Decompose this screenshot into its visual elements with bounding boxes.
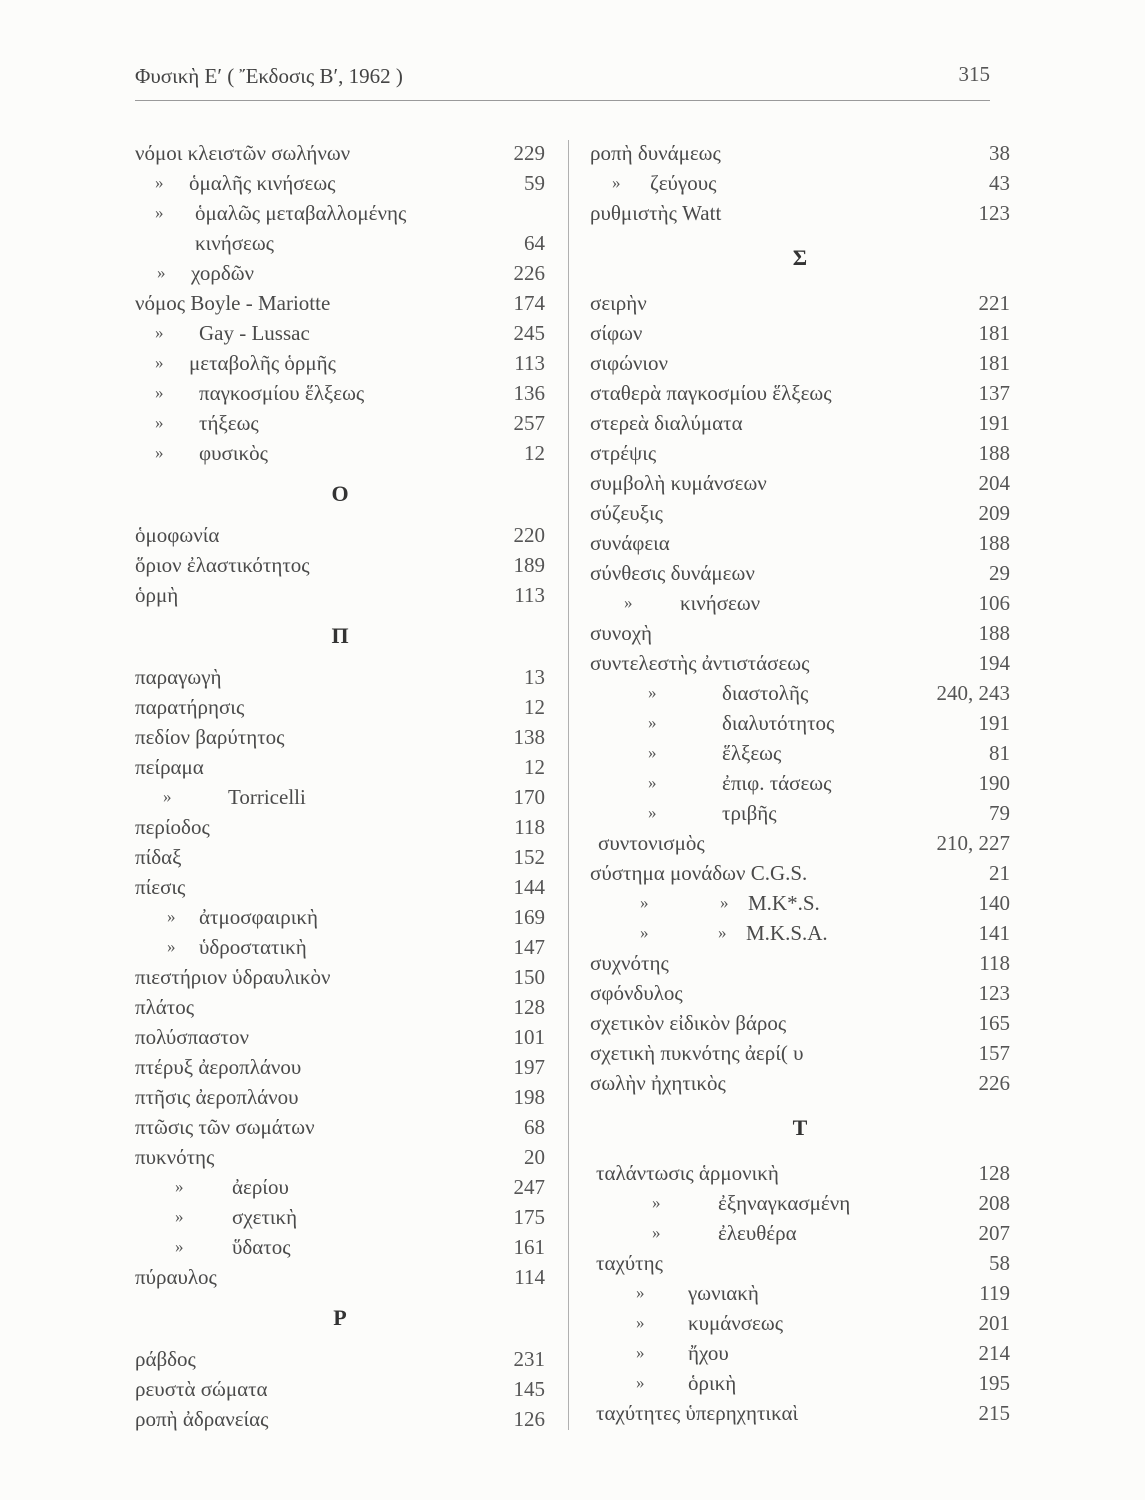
entry-term: ὅριον ἐλαστικότητος: [135, 553, 310, 577]
index-entry: [135, 378, 545, 408]
index-entry: [590, 768, 1010, 798]
entry-term: ὑδροστατικὴ: [199, 935, 307, 959]
entry-page: 174: [513, 291, 545, 315]
entry-page: 161: [513, 1235, 545, 1259]
entry-term: M.K.S.A.: [746, 921, 828, 945]
entry-page: 170: [513, 785, 545, 809]
entry-page: 195: [978, 1371, 1010, 1395]
entry-term: στερεὰ διαλύματα: [590, 411, 743, 435]
index-entry: [590, 738, 1010, 768]
entry-page: 12: [524, 441, 545, 465]
ditto-mark: »: [155, 413, 164, 432]
entry-page: 123: [978, 981, 1010, 1005]
entry-term: νόμος Boyle - Mariotte: [135, 291, 331, 315]
ditto-mark: »: [636, 1373, 645, 1392]
entry-page: 257: [513, 411, 545, 435]
entry-term: ζεύγους: [650, 171, 717, 195]
index-entry: [590, 438, 1010, 468]
entry-term: συχνότης: [590, 951, 669, 975]
entry-page: 247: [513, 1175, 545, 1199]
index-entry: [135, 520, 545, 550]
entry-page: 20: [524, 1145, 545, 1169]
index-entry: [135, 1142, 545, 1172]
section-letter-heading: Ρ: [333, 1305, 347, 1330]
index-entry: [135, 752, 545, 782]
entry-term: τήξεως: [199, 411, 259, 435]
entry-page: 194: [978, 651, 1010, 675]
index-entry: [590, 1248, 1010, 1278]
entry-term: σειρὴν: [590, 291, 647, 315]
index-entry: [590, 1338, 1010, 1368]
index-entry: [135, 722, 545, 752]
entry-page: 118: [979, 951, 1010, 975]
entry-term: ταλάντωσις ἁρμονικὴ: [596, 1161, 779, 1185]
ditto-mark: »: [155, 203, 164, 222]
entry-page: 68: [524, 1115, 545, 1139]
ditto-mark: »: [612, 173, 621, 192]
index-entry: [590, 918, 1010, 948]
index-entry: [590, 948, 1010, 978]
entry-page: 141: [978, 921, 1010, 945]
entry-page: 221: [978, 291, 1010, 315]
entry-page: 169: [513, 905, 545, 929]
entry-term: πιεστήριον ὑδραυλικὸν: [135, 965, 331, 989]
entry-term: πίδαξ: [135, 845, 182, 869]
entry-term: πλάτος: [135, 995, 195, 1019]
entry-page: 204: [978, 471, 1010, 495]
index-entry: [135, 198, 545, 228]
ditto-mark: »: [167, 937, 176, 956]
entry-term: χορδῶν: [191, 261, 255, 285]
entry-term: ράβδος: [135, 1347, 196, 1371]
ditto-mark: »: [652, 1193, 661, 1212]
index-entry: [135, 1344, 545, 1374]
entry-page: 229: [513, 141, 545, 165]
ditto-mark: »: [155, 323, 164, 342]
entry-term: συμβολὴ κυμάνσεων: [590, 471, 767, 495]
ditto-mark: »: [175, 1237, 184, 1256]
entry-page: 150: [513, 965, 545, 989]
entry-page: 198: [513, 1085, 545, 1109]
entry-page: 181: [978, 351, 1010, 375]
index-entry: [135, 872, 545, 902]
index-entry: [135, 1112, 545, 1142]
index-entry-continuation: [135, 228, 545, 258]
entry-term: ἀτμοσφαιρικὴ: [199, 905, 318, 929]
entry-term: Torricelli: [228, 785, 306, 809]
index-entry: [590, 318, 1010, 348]
index-entry: [590, 588, 1010, 618]
index-entry: [590, 378, 1010, 408]
index-entry: [590, 198, 1010, 228]
index-entry: [135, 782, 545, 812]
ditto-mark: »: [720, 893, 729, 912]
entry-page: 210, 227: [936, 831, 1010, 855]
entry-page: 64: [524, 231, 545, 255]
ditto-mark: »: [636, 1313, 645, 1332]
entry-term: ὁρικὴ: [688, 1371, 737, 1395]
index-entry: [135, 168, 545, 198]
entry-term: τριβῆς: [722, 801, 777, 825]
entry-term: κινήσεως: [195, 231, 274, 255]
entry-page: 113: [514, 351, 545, 375]
entry-page: 118: [514, 815, 545, 839]
entry-page: 226: [513, 261, 545, 285]
entry-page: 190: [978, 771, 1010, 795]
index-entry: [590, 1038, 1010, 1068]
index-entry: [135, 580, 545, 610]
entry-page: 175: [513, 1205, 545, 1229]
ditto-mark: »: [157, 263, 166, 282]
entry-page: 21: [989, 861, 1010, 885]
entry-page: 136: [513, 381, 545, 405]
index-entry: [590, 348, 1010, 378]
running-header-title: Φυσικὴ Ε′ ( Ἔκδοσις Β′, 1962 ): [135, 64, 403, 88]
index-entry: [590, 1188, 1010, 1218]
ditto-mark: »: [648, 773, 657, 792]
ditto-mark: »: [167, 907, 176, 926]
index-entry: [135, 138, 545, 168]
entry-term: πεδίον βαρύτητος: [135, 725, 285, 749]
entry-page: 188: [978, 441, 1010, 465]
index-entry: [135, 1404, 545, 1434]
entry-page: 38: [989, 141, 1010, 165]
entry-term: σχετικὴ: [232, 1205, 298, 1229]
entry-page: 137: [978, 381, 1010, 405]
entry-page: 101: [513, 1025, 545, 1049]
entry-term: ἐξηναγκασμένη: [718, 1191, 851, 1215]
index-entry: [135, 550, 545, 580]
entry-term: πίεσις: [135, 875, 186, 899]
entry-page: 43: [989, 171, 1010, 195]
ditto-mark: »: [636, 1343, 645, 1362]
entry-term: ἐπιφ. τάσεως: [722, 771, 832, 795]
index-entry: [590, 1308, 1010, 1338]
entry-term: πτῆσις ἀεροπλάνου: [135, 1085, 299, 1109]
entry-term: παρατήρησις: [135, 695, 245, 719]
entry-term: πύραυλος: [135, 1265, 217, 1289]
entry-page: 208: [978, 1191, 1010, 1215]
ditto-mark: »: [648, 743, 657, 762]
ditto-mark: »: [163, 787, 172, 806]
entry-term: ἀερίου: [232, 1175, 289, 1199]
ditto-mark: »: [718, 923, 727, 942]
index-entry: [590, 168, 1010, 198]
entry-page: 13: [524, 665, 545, 689]
index-entry: [135, 662, 545, 692]
entry-page: 189: [513, 553, 545, 577]
entry-term: φυσικὸς: [199, 441, 268, 465]
index-entry: [135, 902, 545, 932]
entry-term: ρυθμιστὴς Watt: [590, 201, 722, 225]
page-number: 315: [958, 62, 990, 86]
entry-term: σιφώνιον: [590, 351, 669, 375]
entry-page: 188: [978, 621, 1010, 645]
entry-page: 220: [513, 523, 545, 547]
ditto-mark: »: [155, 173, 164, 192]
entry-page: 113: [514, 583, 545, 607]
entry-page: 138: [513, 725, 545, 749]
index-entry: [590, 408, 1010, 438]
entry-page: 58: [989, 1251, 1010, 1275]
index-entry: [590, 978, 1010, 1008]
entry-page: 157: [978, 1041, 1010, 1065]
ditto-mark: »: [648, 713, 657, 732]
entry-page: 106: [978, 591, 1010, 615]
entry-page: 197: [513, 1055, 545, 1079]
entry-page: 128: [513, 995, 545, 1019]
entry-term: ἤχου: [688, 1341, 729, 1365]
entry-page: 245: [513, 321, 545, 345]
index-entry: [590, 678, 1010, 708]
ditto-mark: »: [648, 683, 657, 702]
entry-term: διαστολῆς: [722, 681, 809, 705]
ditto-mark: »: [652, 1223, 661, 1242]
entry-page: 181: [978, 321, 1010, 345]
index-entry: [590, 708, 1010, 738]
index-column-right: [590, 138, 1010, 1428]
entry-term: σύνθεσις δυνάμεων: [590, 561, 755, 585]
entry-page: 79: [989, 801, 1010, 825]
entry-term: συντονισμὸς: [598, 831, 705, 855]
entry-term: ταχύτητες ὑπερηχητικαὶ: [596, 1401, 799, 1425]
entry-page: 209: [978, 501, 1010, 525]
entry-page: 152: [513, 845, 545, 869]
entry-term: ροπὴ ἀδρανείας: [135, 1407, 269, 1431]
entry-term: ροπὴ δυνάμεως: [590, 141, 721, 165]
index-entry: [135, 1232, 545, 1262]
index-entry: [135, 258, 545, 288]
index-entry: [135, 692, 545, 722]
section-letter-heading: Ο: [331, 481, 349, 506]
entry-term: συνάφεια: [590, 531, 670, 555]
index-entry: [135, 1052, 545, 1082]
entry-page: 214: [978, 1341, 1010, 1365]
entry-page: 191: [978, 411, 1010, 435]
entry-term: Gay - Lussac: [199, 321, 310, 345]
ditto-mark: »: [636, 1283, 645, 1302]
index-entry: [135, 408, 545, 438]
entry-term: ὁμαλῆς κινήσεως: [189, 171, 336, 195]
index-entry: [135, 438, 545, 468]
ditto-mark: »: [640, 893, 649, 912]
entry-page: 12: [524, 755, 545, 779]
entry-page: 81: [989, 741, 1010, 765]
entry-term: ὕδατος: [232, 1235, 291, 1259]
index-entry: [590, 528, 1010, 558]
index-entry: [590, 888, 1010, 918]
index-entry: [590, 1368, 1010, 1398]
index-entry: [590, 468, 1010, 498]
ditto-mark: »: [175, 1177, 184, 1196]
entry-page: 128: [978, 1161, 1010, 1185]
entry-term: κινήσεων: [680, 591, 761, 615]
ditto-mark: »: [624, 593, 633, 612]
entry-term: ὁρμὴ: [135, 583, 179, 607]
entry-page: 226: [978, 1071, 1010, 1095]
entry-page: 188: [978, 531, 1010, 555]
entry-term: ὁμαλῶς μεταβαλλομένης: [195, 201, 407, 225]
entry-term: πτέρυξ ἀεροπλάνου: [135, 1055, 302, 1079]
entry-page: 119: [979, 1281, 1010, 1305]
index-entry: [590, 1398, 1010, 1428]
entry-term: σχετικὴ πυκνότης ἀερί( υ: [590, 1041, 804, 1065]
index-entry: [135, 318, 545, 348]
running-header: [135, 58, 990, 101]
entry-term: νόμοι κλειστῶν σωλήνων: [135, 141, 351, 165]
entry-term: σφόνδυλος: [590, 981, 683, 1005]
entry-term: ἕλξεως: [722, 741, 782, 765]
index-entry: [135, 992, 545, 1022]
ditto-mark: »: [648, 803, 657, 822]
entry-page: 59: [524, 171, 545, 195]
section-letter-heading: Π: [331, 623, 349, 648]
ditto-mark: »: [175, 1207, 184, 1226]
index-entry: [590, 1158, 1010, 1188]
entry-term: ρευστὰ σώματα: [135, 1377, 268, 1401]
entry-term: κυμάνσεως: [688, 1311, 784, 1335]
index-entry: [135, 842, 545, 872]
index-entry: [135, 1082, 545, 1112]
entry-page: 231: [513, 1347, 545, 1371]
section-letter-heading: Σ: [792, 245, 808, 270]
entry-term: πολύσπαστον: [135, 1025, 249, 1049]
entry-term: ἐλευθέρα: [718, 1221, 797, 1245]
entry-term: σύζευξις: [590, 501, 663, 525]
index-entry: [590, 1068, 1010, 1098]
entry-term: μεταβολῆς ὁρμῆς: [189, 351, 336, 375]
ditto-mark: »: [155, 383, 164, 402]
entry-page: 29: [989, 561, 1010, 585]
entry-term: σύστημα μονάδων C.G.S.: [590, 861, 808, 885]
entry-term: στρέψις: [590, 441, 657, 465]
index-entry: [590, 1008, 1010, 1038]
ditto-mark: »: [640, 923, 649, 942]
entry-term: ταχύτης: [596, 1251, 663, 1275]
index-entry: [135, 812, 545, 842]
entry-term: συνοχὴ: [590, 621, 653, 645]
entry-term: σταθερὰ παγκοσμίου ἕλξεως: [590, 381, 832, 405]
entry-term: M.K*.S.: [748, 891, 820, 915]
entry-page: 165: [978, 1011, 1010, 1035]
ditto-mark: »: [155, 443, 164, 462]
entry-term: διαλυτότητος: [722, 711, 835, 735]
entry-page: 147: [513, 935, 545, 959]
entry-term: γωνιακὴ: [688, 1281, 759, 1305]
index-entry: [590, 558, 1010, 588]
index-entry: [135, 932, 545, 962]
section-letter-heading: Τ: [792, 1115, 808, 1140]
entry-term: πείραμα: [135, 755, 204, 779]
index-entry: [590, 798, 1010, 828]
entry-page: 207: [978, 1221, 1010, 1245]
ditto-mark: »: [155, 353, 164, 372]
index-entry: [590, 138, 1010, 168]
entry-term: πυκνότης: [135, 1145, 215, 1169]
entry-term: συντελεστὴς ἀντιστάσεως: [590, 651, 810, 675]
index-column-left: [135, 138, 545, 1434]
entry-page: 126: [513, 1407, 545, 1431]
entry-term: παγκοσμίου ἕλξεως: [199, 381, 365, 405]
index-entry: [135, 1374, 545, 1404]
entry-page: 145: [513, 1377, 545, 1401]
entry-term: ὁμοφωνία: [135, 523, 220, 547]
index-entry: [590, 1218, 1010, 1248]
entry-term: σίφων: [590, 321, 643, 345]
column-divider: [568, 140, 569, 1430]
index-entry: [590, 618, 1010, 648]
index-entry: [135, 962, 545, 992]
entry-page: 114: [514, 1265, 545, 1289]
index-entry: [135, 1262, 545, 1292]
entry-page: 201: [978, 1311, 1010, 1335]
index-entry: [135, 1022, 545, 1052]
entry-page: 123: [978, 201, 1010, 225]
entry-page: 240, 243: [936, 681, 1010, 705]
index-entry: [135, 1172, 545, 1202]
entry-term: σωλὴν ἠχητικὸς: [590, 1071, 726, 1095]
entry-term: παραγωγὴ: [135, 665, 222, 689]
index-entry: [590, 288, 1010, 318]
entry-term: σχετικὸν εἰδικὸν βάρος: [590, 1011, 787, 1035]
index-entry: [135, 288, 545, 318]
index-entry: [590, 498, 1010, 528]
entry-page: 144: [513, 875, 545, 899]
entry-term: περίοδος: [135, 815, 210, 839]
entry-term: πτῶσις τῶν σωμάτων: [135, 1115, 315, 1139]
index-entry: [135, 1202, 545, 1232]
entry-page: 140: [978, 891, 1010, 915]
index-entry: [590, 1278, 1010, 1308]
index-entry: [590, 828, 1010, 858]
index-entry: [135, 348, 545, 378]
entry-page: 215: [978, 1401, 1010, 1425]
entry-page: 12: [524, 695, 545, 719]
index-entry: [590, 858, 1010, 888]
index-entry: [590, 648, 1010, 678]
entry-page: 191: [978, 711, 1010, 735]
